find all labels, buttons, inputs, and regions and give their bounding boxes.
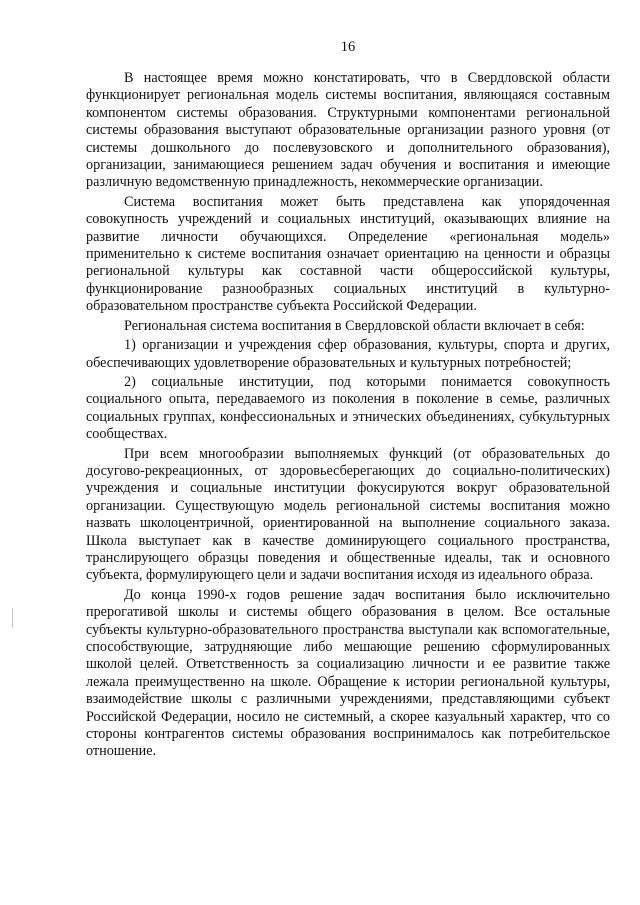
paragraph-2: Система воспитания может быть представлена как упорядоченная совокупность учреждений и социальных институций, оказывающих влияние на развитие личности обучающихся. Определение «региональная модель» применительно к системе воспитания означает ориентацию на ценности и образцы региональной культуры как составной части общероссийской культуры, функционирование разнообразных социальных институций в культурно-образовательном пространстве субъекта Российской Федерации.	[86, 193, 610, 315]
paragraph-1: В настоящее время можно констатировать, что в Свердловской области функционирует региональная модель системы воспитания, являющаяся составным компонентом системы образования. Структурными компонентами региональной системы образования выступают образовательные организации разного уровня (от системы дошкольного до послевузовского и дополнительного образования), организации, занимающиеся решением задач обучения и воспитания и имеющие различную ведомственную принадлежность, некоммерческие организации.	[86, 70, 610, 191]
paragraph-5: До конца 1990-х годов решение задач воспитания было исключительно прерогативой школы и системы общего образования в целом. Все остальные субъекты культурно-образовательного пространства выступали как вспомогательные, способствующие, затрудняющие либо мешающие решению сформулированных школой целей. Ответственность за социализацию личности и ее развитие также лежала преимущественно на школе. Обращение к истории региональной культуры, взаимодействие школы с различными учреждениями, представляющими субъект Российской Федерации, носило не системный, а скорее казуальный характер, что со стороны контрагентов системы образования воспринималось как потребительское отношение.	[86, 586, 610, 760]
list-item-2: 2) социальные институции, под которыми понимается совокупность социального опыта, передаваемого из поколения в поколение в семье, различных социальных группах, конфессиональных и этнических объединениях, субкультурных сообществах.	[86, 373, 610, 443]
margin-mark	[12, 608, 13, 628]
paragraph-4: При всем многообразии выполняемых функций (от образовательных до досугово-рекреационных, от здоровьесберегающих до социально-политических) учреждения и социальные институции фокусируются вокруг образовательной организации. Существующую модель региональной системы воспитания можно назвать школоцентричной, ориентированной на выполнение социального заказа. Школа выступает как в качестве доминирующего социального пространства, транслирующего образцы поведения и общественные идеалы, так и основного субъекта, формулирующего цели и задачи воспитания исходя из идеального образа.	[86, 445, 610, 584]
paragraph-3: Региональная система воспитания в Свердловской области включает в себя:	[124, 317, 585, 334]
list-item-1: 1) организации и учреждения сфер образования, культуры, спорта и других, обеспечивающих удовлетворение образовательных и культурных потребностей;	[86, 337, 610, 371]
page-number: 16	[340, 39, 356, 55]
